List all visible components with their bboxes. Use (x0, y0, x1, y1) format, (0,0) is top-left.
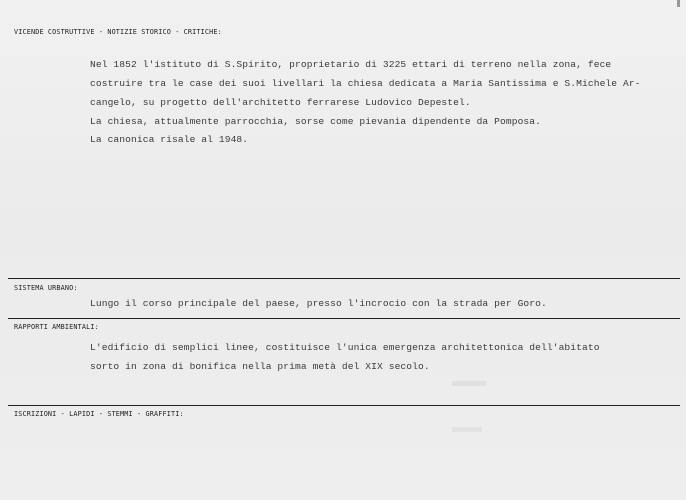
history-text-line: La canonica risale al 1948. (90, 134, 249, 145)
history-text-line: La chiesa, attualmente parrocchia, sorse come pievania dipendente da Pomposa. (90, 116, 542, 127)
history-text-line: costruire tra le case dei suoi livellari la chiesa dedicata a Maria Santissima e S.Michele Ar- (90, 78, 641, 89)
environment-text-line: sorto in zona di bonifica nella prima metà del XIX secolo. (90, 361, 430, 372)
section-header-rapporti-ambientali: RAPPORTI AMBIENTALI: (14, 323, 99, 331)
history-text-line: Nel 1852 l'istituto di S.Spirito, proprietario di 3225 ettari di terreno nella zona, fece (90, 59, 612, 70)
environment-text-line: L'edificio di semplici linee, costituisce l'unica emergenza architettonica dell'abitato (90, 342, 600, 353)
section-header-sistema-urbano: SISTEMA URBANO: (14, 284, 78, 292)
section-header-iscrizioni: ISCRIZIONI - LAPIDI - STEMMI - GRAFFITI: (14, 410, 184, 418)
bleed-through-mark (452, 381, 486, 386)
bleed-through-mark (452, 427, 482, 432)
history-text-line: cangelo, su progetto dell'architetto ferrarese Ludovico Depestel. (90, 97, 471, 108)
section-header-vicende-costruttive: VICENDE COSTRUTTIVE - NOTIZIE STORICO - CRITICHE: (14, 28, 222, 36)
urban-system-text-line: Lungo il corso principale del paese, presso l'incrocio con la strada per Goro. (90, 298, 547, 309)
page-corner-mark (677, 0, 680, 7)
section-divider (8, 405, 680, 406)
section-divider (8, 318, 680, 319)
section-divider (8, 278, 680, 279)
